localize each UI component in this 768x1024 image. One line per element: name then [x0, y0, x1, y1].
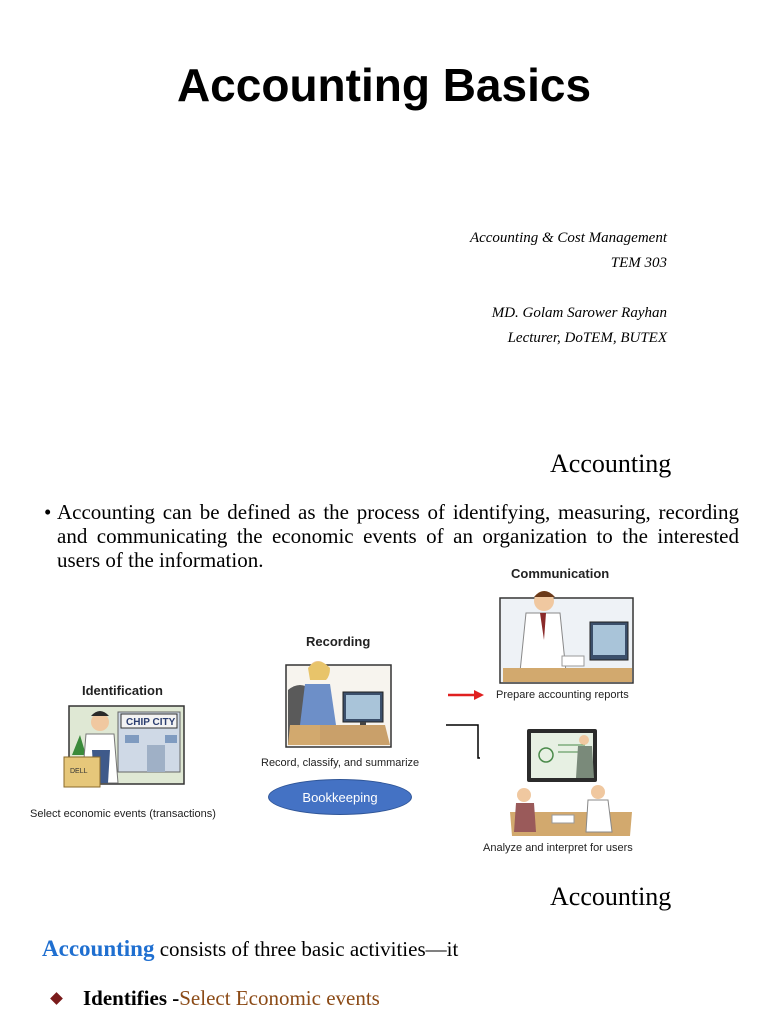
communication-caption-analysis: Analyze and interpret for users — [483, 842, 633, 854]
arrow-to-reports — [448, 690, 484, 700]
intro-keyword: Accounting — [42, 936, 155, 961]
author-name: MD. Golam Sarower Rayhan — [491, 305, 667, 321]
recording-illustration — [240, 650, 412, 750]
recording-title: Recording — [306, 634, 371, 649]
bullet-dot-icon: • — [44, 500, 52, 524]
author-position: Lecturer, DoTEM, BUTEX — [507, 330, 667, 346]
communication-caption-reports: Prepare accounting reports — [496, 689, 629, 701]
recording-caption: Record, classify, and summarize — [261, 757, 420, 769]
identification-title: Identification — [82, 683, 163, 698]
bookkeeping-badge: Bookkeeping — [268, 779, 412, 815]
activity-term: Identifies - — [83, 986, 180, 1010]
communication-title: Communication — [511, 566, 610, 581]
slide-title: Accounting Basics — [176, 59, 592, 111]
diamond-bullet-icon — [50, 992, 63, 1005]
course-code: TEM 303 — [610, 255, 667, 271]
intro-text: consists of three basic activities—it — [154, 937, 459, 961]
course-name: Accounting & Cost Management — [469, 230, 667, 246]
activity-description: Select Economic events — [179, 986, 380, 1010]
identification-caption: Select economic events (transactions) — [30, 808, 216, 820]
section-heading-accounting-2: Accounting — [550, 882, 672, 911]
chip-city-sign: CHIP CITY — [126, 717, 176, 728]
definition-text: Accounting can be defined as the process of identifying, measuring, recording and communicating the economic events of an organization to the interested users of the information. — [57, 500, 739, 572]
section-heading-accounting: Accounting — [550, 449, 672, 478]
activity-item-identifies — [52, 986, 380, 1011]
analysis-illustration — [480, 725, 643, 837]
dell-box-label: DELL — [70, 768, 88, 775]
activities-intro — [42, 936, 458, 962]
communication-illustration — [500, 591, 633, 683]
